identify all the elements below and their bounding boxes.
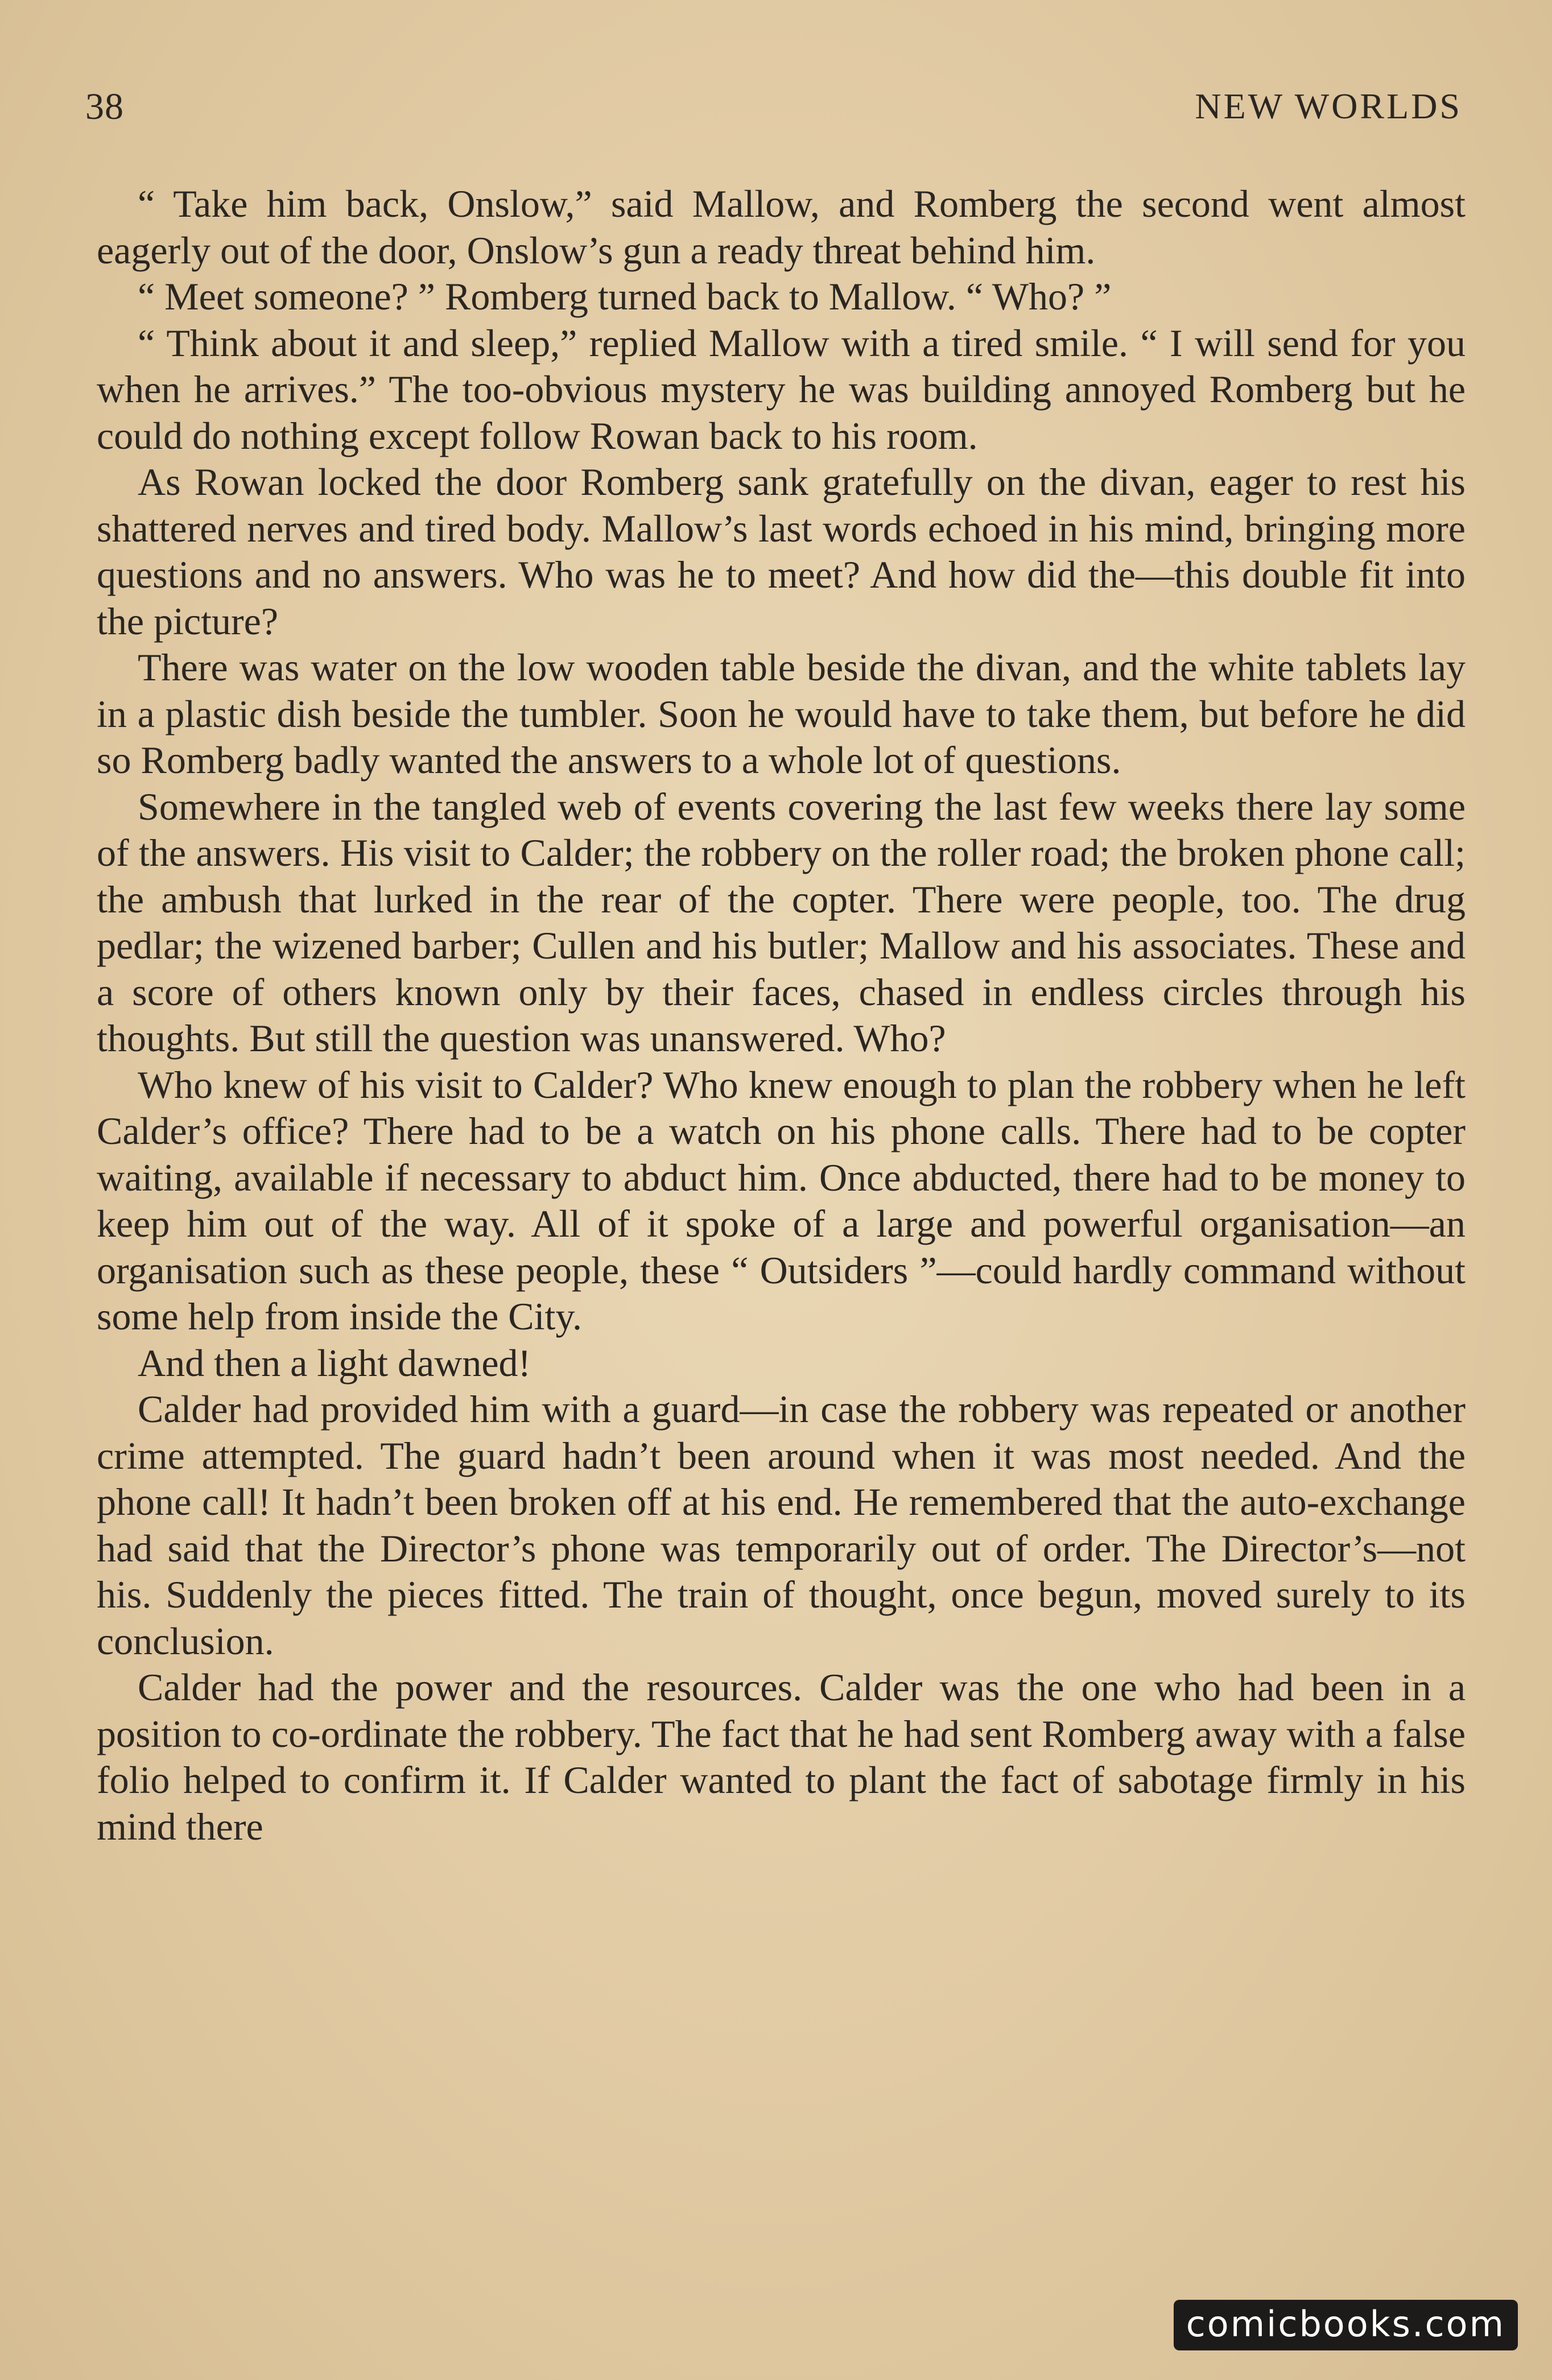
- paragraph-6: Somewhere in the tangled web of events covering the last few weeks there lay some of the answers. His visit to Calder; the robbery on the roller road; the broken phone call; the ambush that lurked in the rear of the copter. There were people, too. The drug pedlar; the wizened barber; Cullen and his butler; Mallow and his associates. These and a score of others known only by their faces, chased in endless circles through his thoughts. But still the question was unanswered. Who?: [97, 784, 1466, 1060]
- paragraph-2: “ Meet someone? ” Romberg turned back to Mallow. “ Who? ”: [138, 275, 1112, 318]
- page-number: 38: [85, 86, 124, 127]
- paragraph-5: There was water on the low wooden table beside the divan, and the white tablets lay in a plastic dish beside the tumbler. Soon he would have to take them, but before he did so Romberg badly wanted the answers to a whole lot of questions.: [97, 646, 1466, 782]
- paragraph-3: “ Think about it and sleep,” replied Mallow with a tired smile. “ I will send for you when he arrives.” The too-obvious mystery he was building annoyed Romberg but he could do nothing except follow Rowan back to his room.: [97, 321, 1466, 457]
- paragraph-10: Calder had the power and the resources. Calder was the one who had been in a position to co-ordinate the robbery. The fact that he had sent Romberg away with a false folio helped to confirm it. If Calder wanted to plant the fact of sabotage firmly in his mind there: [97, 1666, 1466, 1848]
- running-head: NEW WORLDS: [1195, 86, 1462, 126]
- paragraph-9: Calder had provided him with a guard—in case the robbery was repeated or another crime attempted. The guard hadn’t been around when it was most needed. And the phone call! It hadn’t been broken off at his end. He remembered that the auto-exchange had said that the Director’s phone was temporarily out of order. The Director’s—not his. Suddenly the pieces fitted. The train of thought, once begun, moved surely to its conclusion.: [97, 1387, 1466, 1663]
- paragraph-7: Who knew of his visit to Calder? Who knew enough to plan the robbery when he left Calder’s office? There had to be a watch on his phone calls. There had to be copter waiting, available if necessary to abduct him. Once abducted, there had to be money to keep him out of the way. All of it spoke of a large and powerful organisation—an organisation such as these people, these “ Outsiders ”—could hardly command without some help from inside the City.: [97, 1063, 1466, 1338]
- body-text: [97, 181, 1466, 1850]
- paragraph-1: “ Take him back, Onslow,” said Mallow, and Romberg the second went almost eagerly out of the door, Onslow’s gun a ready threat behind him.: [97, 182, 1466, 272]
- page-header: [85, 85, 1462, 137]
- paragraph-4: As Rowan locked the door Romberg sank gratefully on the divan, eager to rest his shattered nerves and tired body. Mallow’s last words echoed in his mind, bringing more questions and no answers. Who was he to meet? And how did the—this double fit into the picture?: [97, 460, 1466, 643]
- paragraph-8: And then a light dawned!: [138, 1341, 531, 1385]
- watermark: comicbooks.com: [1174, 2300, 1518, 2350]
